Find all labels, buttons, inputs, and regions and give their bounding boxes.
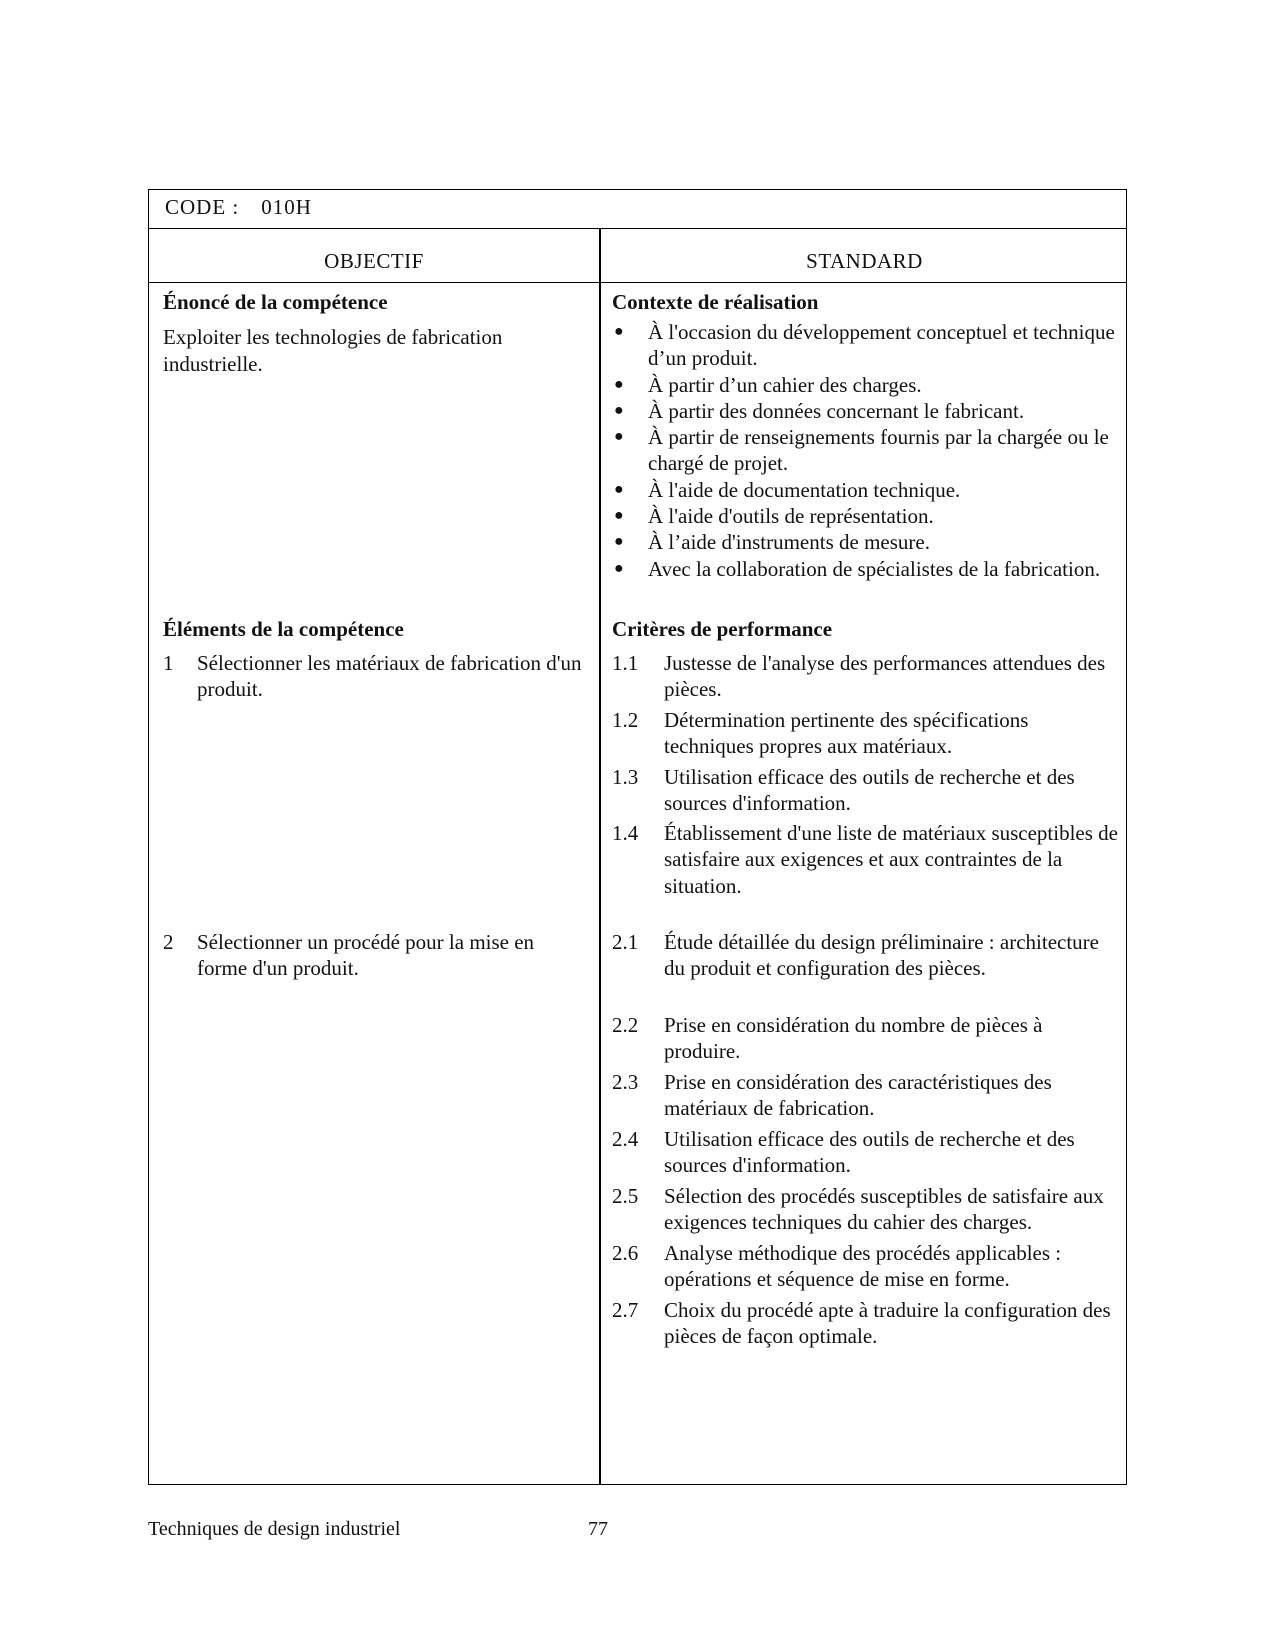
page-number: 77 <box>588 1518 608 1540</box>
objectif-column <box>163 283 593 1484</box>
critere-number: 1.1 <box>612 651 639 675</box>
critere-text: Prise en considération des caractéristiques des matériaux de fabrication. <box>664 1070 1052 1121</box>
critere-item <box>612 764 1122 817</box>
critere-number: 2.2 <box>612 1013 639 1037</box>
critere-item <box>612 650 1122 703</box>
critere-number: 1.2 <box>612 708 639 732</box>
contexte-item: ● À partir d’un cahier des charges. <box>614 372 922 397</box>
contexte-item: ● À partir des données concernant le fabricant. <box>614 398 1025 423</box>
code-label: CODE : <box>165 195 240 219</box>
element-number: 2 <box>163 930 174 954</box>
contexte-list <box>612 319 1122 582</box>
critere-text: Justesse de l'analyse des performances attendues des pièces. <box>664 651 1106 702</box>
critere-text: Détermination pertinente des spécifications techniques propres aux matériaux. <box>664 708 1029 759</box>
critere-number: 2.6 <box>612 1241 639 1265</box>
contexte-item: ● À l'occasion du développement conceptuel et technique d’un produit. <box>614 320 1115 371</box>
critere-item <box>612 1012 1122 1065</box>
critere-item <box>612 1183 1122 1236</box>
critere-text: Utilisation efficace des outils de recherche et des sources d'information. <box>664 765 1075 816</box>
critere-text: Étude détaillée du design préliminaire : architecture du produit et configuration des pièces. <box>664 930 1099 981</box>
critere-item <box>612 1126 1122 1179</box>
critere-number: 1.4 <box>612 821 639 845</box>
bullet-icon: ● <box>614 375 624 393</box>
element-item <box>163 929 583 982</box>
contexte-title: Contexte de réalisation <box>612 290 819 314</box>
critere-text: Sélection des procédés susceptibles de satisfaire aux exigences techniques du cahier des charges. <box>664 1184 1104 1235</box>
bullet-icon: ● <box>614 533 624 551</box>
critere-text: Analyse méthodique des procédés applicables : opérations et séquence de mise en forme. <box>664 1241 1062 1292</box>
critere-number: 1.3 <box>612 765 639 789</box>
critere-text: Établissement d'une liste de matériaux susceptibles de satisfaire aux exigences et aux contraintes de la situation. <box>664 821 1118 898</box>
critere-number: 2.3 <box>612 1070 639 1094</box>
critere-number: 2.1 <box>612 930 639 954</box>
enonce-text: Exploiter les technologies de fabrication industrielle. <box>163 325 503 376</box>
enonce-title: Énoncé de la compétence <box>163 290 388 314</box>
element-number: 1 <box>163 651 174 675</box>
bullet-icon: ● <box>614 323 624 340</box>
element-item <box>163 650 583 703</box>
critere-text: Choix du procédé apte à traduire la configuration des pièces de façon optimale. <box>664 1298 1111 1349</box>
header-row <box>149 229 1126 283</box>
critere-item <box>612 707 1122 760</box>
critere-item <box>612 820 1122 899</box>
bullet-icon: ● <box>614 428 624 446</box>
critere-item <box>612 929 1122 982</box>
critere-item <box>612 1297 1122 1350</box>
bullet-icon: ● <box>614 507 624 525</box>
bullet-icon: ● <box>614 480 624 498</box>
critere-item <box>612 1240 1122 1293</box>
code-row <box>149 190 1126 229</box>
bullet-icon: ● <box>614 559 624 577</box>
contexte-item: ● À partir de renseignements fournis par la chargée ou le chargé de projet. <box>614 425 1109 476</box>
contexte-item: ● À l'aide d'outils de représentation. <box>614 504 934 529</box>
critere-number: 2.5 <box>612 1184 639 1208</box>
contexte-item: ● À l'aide de documentation technique. <box>614 477 961 502</box>
standard-column <box>612 283 1122 1484</box>
critere-number: 2.7 <box>612 1298 639 1322</box>
critere-number: 2.4 <box>612 1127 639 1151</box>
critere-text: Prise en considération du nombre de pièces à produire. <box>664 1013 1043 1064</box>
standard-header: STANDARD <box>806 249 923 273</box>
critere-item <box>612 1069 1122 1122</box>
bullet-icon: ● <box>614 401 624 419</box>
contexte-item: ● Avec la collaboration de spécialistes de la fabrication. <box>614 556 1101 581</box>
element-text: Sélectionner les matériaux de fabrication d'un produit. <box>197 651 582 702</box>
elements-title: Éléments de la compétence <box>163 617 404 641</box>
footer-title: Techniques de design industriel <box>148 1518 401 1540</box>
objectif-header: OBJECTIF <box>324 249 424 273</box>
critere-text: Utilisation efficace des outils de recherche et des sources d'information. <box>664 1127 1075 1178</box>
competency-table <box>148 189 1127 1485</box>
contexte-item: ● À l’aide d'instruments de mesure. <box>614 530 930 555</box>
column-divider <box>599 229 601 1484</box>
criteres-title: Critères de performance <box>612 617 833 641</box>
code-value: 010H <box>261 195 312 219</box>
element-text: Sélectionner un procédé pour la mise en forme d'un produit. <box>197 930 535 981</box>
